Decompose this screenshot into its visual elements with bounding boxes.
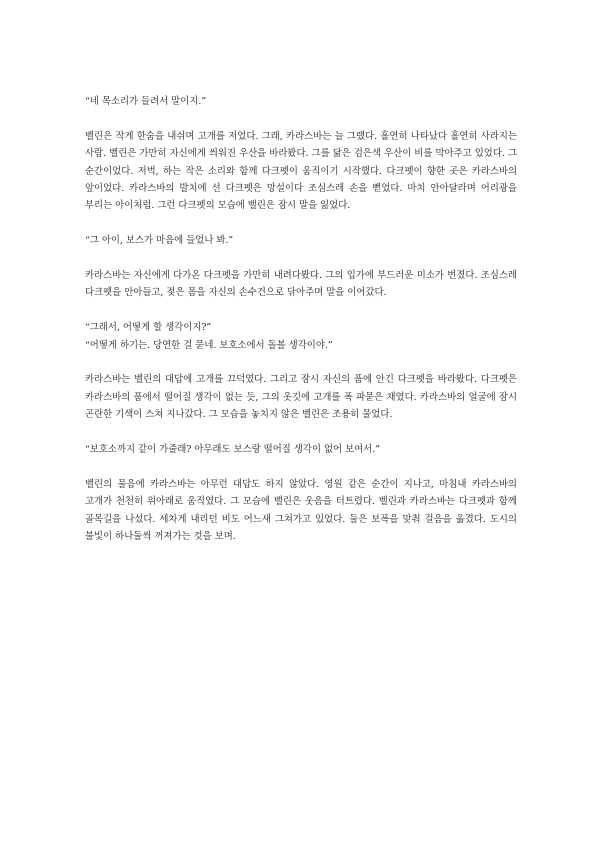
narrative-paragraph: 카라스바는 벨린의 대답에 고개를 끄덕였다. 그리고 잠시 자신의 품에 안긴 다크펫을 바라봤다. 다크펫은 카라스바의 품에서 떨어질 생각이 없는 듯, 그의 옷깃에 고개를 폭 파묻은 채였다. 카라스바의 얼굴에 잠시 곤란한 기색이 스쳐 지나갔다. 그 모습을 놓치지 않은 벨린은 조용히 물었다. bbox=[85, 374, 517, 421]
dialogue-line: “그 아이, 보스가 마음에 들었나 봐.” bbox=[85, 235, 234, 247]
document-body bbox=[85, 93, 517, 563]
narrative-paragraph: 벨린의 물음에 카라스바는 아무런 대답도 하지 않았다. 영원 같은 순간이 지나고, 마침내 카라스바의 고개가 천천히 위아래로 움직였다. 그 모습에 벨린은 웃음을 터트렸다. 벨린과 카라스바는 다크펫과 함께 골목길을 나섰다. 세차게 내리던 비도 어느새 그쳐가고 있었다. 둘은 보폭을 맞춰 걸음을 옮겼다. 도시의 불빛이 하나둘씩 꺼져가는 것을 보며. bbox=[85, 478, 517, 543]
dialogue-line: “보호소까지 같이 가줄래? 아무래도 보스랑 떨어질 생각이 없어 보여서.” bbox=[85, 444, 381, 456]
dialogue-line: “어떻게 하기는. 당연한 걸 묻네. 보호소에서 돌볼 생각이야.” bbox=[85, 339, 333, 351]
dialogue-line: “그래서, 어떻게 할 생각이지?” bbox=[85, 322, 212, 334]
narrative-paragraph: 카라스바는 자신에게 다가온 다크펫을 가만히 내려다봤다. 그의 입가에 부드러운 미소가 번졌다. 조심스레 다크펫을 안아들고, 젖은 몸을 자신의 손수건으로 닦아주며 말을 이어갔다. bbox=[85, 270, 517, 299]
dialogue-line: “네 목소리가 들려서 말이지.” bbox=[85, 96, 207, 107]
narrative-paragraph: 벨린은 작게 한숨을 내쉬며 고개를 저었다. 그래, 카라스바는 늘 그랬다. 홀연히 나타났다 홀연히 사라지는 사람. 벨린은 가만히 자신에게 씌워진 우산을 바라봤다. 그를 닮은 검은색 우산이 비를 막아주고 있었다. 그 순간이었다. 저벅, 하는 작은 소리와 함께 다크펫이 움직이기 시작했다. 다크펫이 향한 곳은 카라스바의 앞이었다. 카라스바의 발치에 선 다크펫은 망설이다 조심스레 손을 뻗었다. 마치 안아달라며 어리광을 부리는 아이처럼. 그런 다크펫의 모습에 벨린은 잠시 말을 잃었다. bbox=[85, 130, 517, 212]
